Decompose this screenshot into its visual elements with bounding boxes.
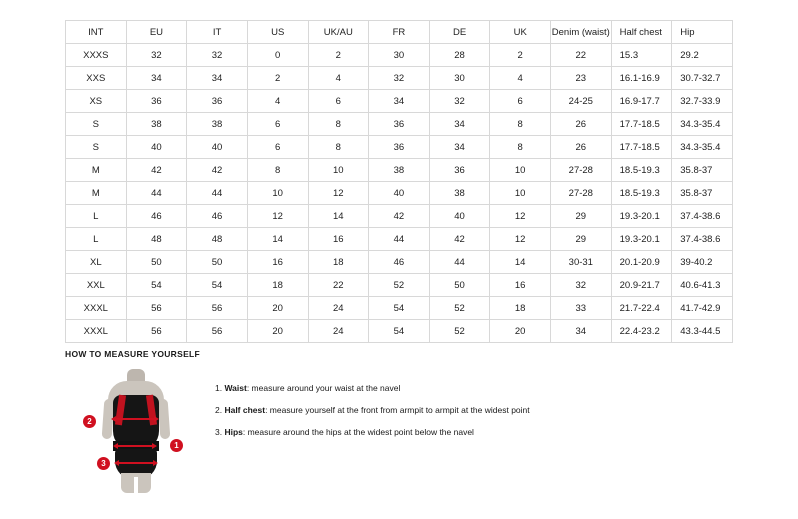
table-cell: 56	[126, 320, 187, 343]
table-cell: 12	[308, 182, 369, 205]
table-cell: 20	[247, 320, 308, 343]
table-cell: 54	[369, 320, 430, 343]
size-chart-table	[65, 20, 733, 343]
table-body	[66, 44, 733, 343]
table-cell: 29	[551, 228, 612, 251]
table-cell: 54	[126, 274, 187, 297]
table-cell: 42	[187, 159, 248, 182]
table-cell: 35.8-37	[672, 159, 733, 182]
table-cell: 4	[308, 67, 369, 90]
table-cell: 8	[247, 159, 308, 182]
table-cell: 32.7-33.9	[672, 90, 733, 113]
table-cell: 17.7-18.5	[611, 136, 672, 159]
table-cell: 50	[429, 274, 490, 297]
table-header	[66, 21, 733, 44]
mannequin-illustration	[77, 369, 197, 494]
table-cell: XXXL	[66, 297, 127, 320]
table-cell: 16.9-17.7	[611, 90, 672, 113]
table-cell: 6	[247, 113, 308, 136]
table-cell: 21.7-22.4	[611, 297, 672, 320]
table-cell: 26	[551, 136, 612, 159]
table-cell: 38	[187, 113, 248, 136]
table-row	[66, 67, 733, 90]
table-cell: 12	[247, 205, 308, 228]
table-cell: 2	[308, 44, 369, 67]
table-cell: 54	[187, 274, 248, 297]
measure-instruction	[215, 427, 530, 438]
table-cell: 34	[187, 67, 248, 90]
table-cell: 38	[369, 159, 430, 182]
table-row	[66, 182, 733, 205]
table-cell: 34	[551, 320, 612, 343]
measure-instruction-text: : measure yourself at the front from armpit to armpit at the widest point	[265, 405, 530, 416]
table-cell: 46	[126, 205, 187, 228]
table-cell: 10	[490, 182, 551, 205]
table-cell: 40	[187, 136, 248, 159]
table-cell: M	[66, 182, 127, 205]
table-cell: 16	[308, 228, 369, 251]
table-cell: 48	[126, 228, 187, 251]
table-cell: 8	[490, 136, 551, 159]
table-cell: 36	[369, 136, 430, 159]
table-cell: 8	[308, 113, 369, 136]
table-cell: 30	[429, 67, 490, 90]
column-header-us: US	[247, 21, 308, 44]
table-row	[66, 159, 733, 182]
table-row	[66, 297, 733, 320]
table-cell: 32	[429, 90, 490, 113]
table-cell: 16	[490, 274, 551, 297]
table-cell: 37.4-38.6	[672, 205, 733, 228]
table-cell: 34	[126, 67, 187, 90]
column-header-de: DE	[429, 21, 490, 44]
table-cell: 10	[247, 182, 308, 205]
table-cell: 14	[247, 228, 308, 251]
table-cell: 22.4-23.2	[611, 320, 672, 343]
table-cell: 56	[126, 297, 187, 320]
table-cell: 8	[490, 113, 551, 136]
table-cell: 6	[490, 90, 551, 113]
column-header-uk: UK	[490, 21, 551, 44]
table-cell: 44	[187, 182, 248, 205]
table-row	[66, 205, 733, 228]
table-cell: 36	[369, 113, 430, 136]
table-cell: 4	[247, 90, 308, 113]
table-cell: 32	[369, 67, 430, 90]
table-cell: 34	[369, 90, 430, 113]
table-cell: 42	[369, 205, 430, 228]
table-row	[66, 136, 733, 159]
table-cell: 44	[369, 228, 430, 251]
table-cell: 43.3-44.5	[672, 320, 733, 343]
table-cell: 8	[308, 136, 369, 159]
table-cell: 42	[429, 228, 490, 251]
measure-instruction-text: : measure around the hips at the widest point below the navel	[242, 427, 474, 438]
table-cell: XXXL	[66, 320, 127, 343]
table-cell: XXS	[66, 67, 127, 90]
table-cell: 24	[308, 297, 369, 320]
table-cell: 36	[187, 90, 248, 113]
table-row	[66, 228, 733, 251]
table-cell: 36	[126, 90, 187, 113]
table-cell: 30	[369, 44, 430, 67]
table-cell: 18	[490, 297, 551, 320]
table-cell: 10	[308, 159, 369, 182]
table-cell: 36	[429, 159, 490, 182]
table-cell: 16.1-16.9	[611, 67, 672, 90]
table-cell: 34.3-35.4	[672, 113, 733, 136]
table-cell: XS	[66, 90, 127, 113]
measure-instruction	[215, 405, 530, 416]
table-cell: 23	[551, 67, 612, 90]
table-cell: 46	[369, 251, 430, 274]
measure-instruction-term: Half chest	[224, 405, 266, 416]
table-cell: 38	[429, 182, 490, 205]
table-cell: XXL	[66, 274, 127, 297]
table-cell: XXXS	[66, 44, 127, 67]
measure-instruction-number: 2.	[215, 405, 225, 416]
table-cell: 14	[490, 251, 551, 274]
table-cell: 40	[429, 205, 490, 228]
how-to-measure-title: HOW TO MEASURE YOURSELF	[65, 349, 201, 359]
table-cell: 27-28	[551, 159, 612, 182]
table-cell: 44	[429, 251, 490, 274]
table-cell: 52	[429, 320, 490, 343]
table-cell: 24-25	[551, 90, 612, 113]
table-cell: 26	[551, 113, 612, 136]
table-cell: 39-40.2	[672, 251, 733, 274]
table-cell: 27-28	[551, 182, 612, 205]
table-cell: 28	[429, 44, 490, 67]
table-cell: 2	[247, 67, 308, 90]
table-cell: 52	[429, 297, 490, 320]
table-cell: 0	[247, 44, 308, 67]
table-cell: 17.7-18.5	[611, 113, 672, 136]
table-cell: 41.7-42.9	[672, 297, 733, 320]
table-cell: 18.5-19.3	[611, 182, 672, 205]
measure-instruction-term: Waist	[224, 383, 247, 393]
how-to-measure-section	[65, 349, 733, 494]
table-cell: 54	[369, 297, 430, 320]
table-cell: 50	[126, 251, 187, 274]
table-cell: 56	[187, 297, 248, 320]
table-cell: 24	[308, 320, 369, 343]
table-cell: 6	[308, 90, 369, 113]
table-cell: 20	[247, 297, 308, 320]
table-cell: 29	[551, 205, 612, 228]
table-row	[66, 320, 733, 343]
table-cell: 40	[126, 136, 187, 159]
marker-1-waist: 1	[170, 439, 183, 452]
table-cell: 10	[490, 159, 551, 182]
table-cell: 12	[490, 228, 551, 251]
table-cell: 2	[490, 44, 551, 67]
table-cell: 32	[187, 44, 248, 67]
table-row	[66, 44, 733, 67]
table-cell: 22	[551, 44, 612, 67]
column-header-half-chest: Half chest	[611, 21, 672, 44]
table-cell: 52	[369, 274, 430, 297]
waist-measure-arrow-icon	[117, 445, 153, 447]
marker-2-half-chest: 2	[83, 415, 96, 428]
table-cell: 37.4-38.6	[672, 228, 733, 251]
table-cell: 20.9-21.7	[611, 274, 672, 297]
table-cell: 46	[187, 205, 248, 228]
table-cell: 29.2	[672, 44, 733, 67]
column-header-fr: FR	[369, 21, 430, 44]
table-cell: 18.5-19.3	[611, 159, 672, 182]
mannequin-leg-gap	[134, 477, 138, 493]
table-cell: 50	[187, 251, 248, 274]
table-cell: 20.1-20.9	[611, 251, 672, 274]
measure-instruction	[215, 383, 530, 394]
measure-instruction-term: Hips	[224, 427, 243, 438]
table-cell: 32	[126, 44, 187, 67]
column-header-hip: Hip	[672, 21, 733, 44]
measure-instruction-number: 3.	[215, 427, 225, 438]
table-cell: 40	[369, 182, 430, 205]
table-cell: 12	[490, 205, 551, 228]
table-cell: 30.7-32.7	[672, 67, 733, 90]
table-cell: 15.3	[611, 44, 672, 67]
table-cell: L	[66, 205, 127, 228]
column-header-uk-au: UK/AU	[308, 21, 369, 44]
table-header-row	[66, 21, 733, 44]
column-header-denim-waist: Denim (waist)	[551, 21, 612, 44]
table-cell: 19.3-20.1	[611, 228, 672, 251]
table-cell: 34.3-35.4	[672, 136, 733, 159]
column-header-int: INT	[66, 21, 127, 44]
table-cell: M	[66, 159, 127, 182]
table-cell: 56	[187, 320, 248, 343]
table-cell: 16	[247, 251, 308, 274]
table-cell: 33	[551, 297, 612, 320]
column-header-it: IT	[187, 21, 248, 44]
table-cell: 18	[308, 251, 369, 274]
table-cell: 19.3-20.1	[611, 205, 672, 228]
table-cell: 34	[429, 136, 490, 159]
table-cell: 20	[490, 320, 551, 343]
marker-3-hips: 3	[97, 457, 110, 470]
table-cell: 4	[490, 67, 551, 90]
mannequin-arm-right	[158, 399, 171, 440]
table-cell: 35.8-37	[672, 182, 733, 205]
table-cell: 48	[187, 228, 248, 251]
table-cell: 14	[308, 205, 369, 228]
table-cell: 38	[126, 113, 187, 136]
table-cell: 32	[551, 274, 612, 297]
table-cell: L	[66, 228, 127, 251]
table-cell: 42	[126, 159, 187, 182]
table-cell: S	[66, 136, 127, 159]
table-cell: XL	[66, 251, 127, 274]
table-row	[66, 90, 733, 113]
size-chart-table-container	[65, 20, 733, 343]
table-cell: 18	[247, 274, 308, 297]
table-cell: 34	[429, 113, 490, 136]
table-cell: 30-31	[551, 251, 612, 274]
table-cell: 40.6-41.3	[672, 274, 733, 297]
table-row	[66, 274, 733, 297]
measure-instruction-text: : measure around your waist at the navel	[246, 383, 401, 393]
measure-instruction-number: 1.	[215, 383, 225, 393]
table-cell: 22	[308, 274, 369, 297]
measure-instruction-list	[215, 369, 530, 449]
table-cell: S	[66, 113, 127, 136]
hips-measure-arrow-icon	[118, 462, 154, 464]
table-cell: 44	[126, 182, 187, 205]
table-row	[66, 251, 733, 274]
table-row	[66, 113, 733, 136]
how-to-measure-body	[65, 369, 733, 494]
column-header-eu: EU	[126, 21, 187, 44]
half-chest-measure-arrow-icon	[115, 418, 155, 420]
table-cell: 6	[247, 136, 308, 159]
